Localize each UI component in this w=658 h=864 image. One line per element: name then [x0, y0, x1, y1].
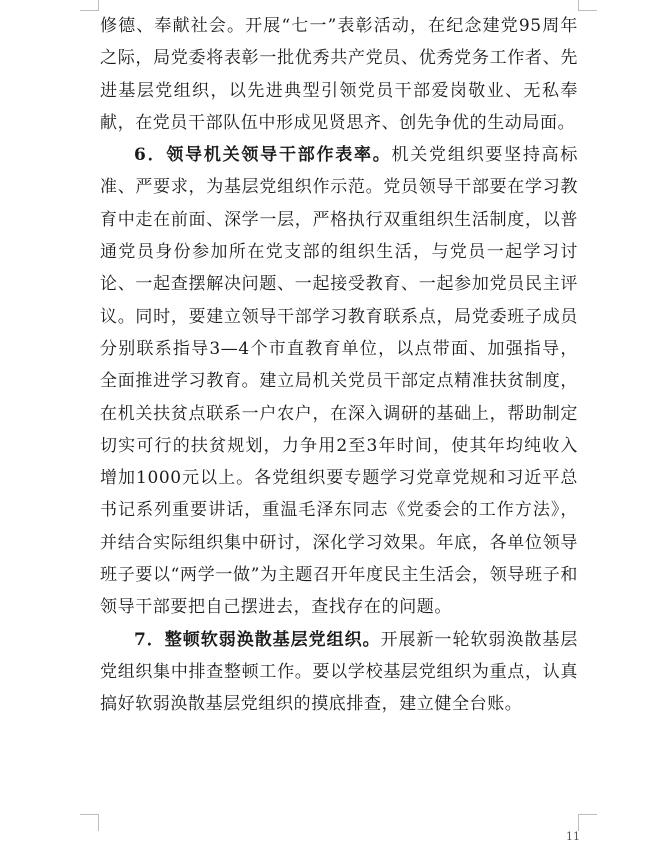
paragraph-text: 机关党组织要坚持高标准、严要求，为基层党组织作示范。党员领导干部要在学习教育中走在前面、深学一层，严格执行双重组织生活制度，以普通党员身份参加所在党支部的组织生活，与党员一起学习讨论、一起查摆解决问题、一起接受教育、一起参加党员民主评议。同时，要建立领导干部学习教育联系点，局党委班子成员分别联系指导3—4个市直教育单位，以点带面、加强指导，全面推进学习教育。建立局机关党员干部定点精准扶贫制度，在机关扶贫点联系一户农户，在深入调研的基础上，帮助制定切实可行的扶贫规划，力争用2至3年时间，使其年均纯收入增加1000元以上。各党组织要专题学习党章党规和习近平总书记系列重要讲话，重温毛泽东同志《党委会的工作方法》，并结合实际组织集中研讨，深化学习效果。年底，各单位领导班子要以“两学一做”为主题召开年度民主生活会，领导班子和领导干部要把自己摆进去，查找存在的问题。 [100, 145, 579, 618]
paragraph-item-7 [100, 624, 578, 721]
crop-mark-bottom-right [578, 814, 597, 831]
paragraph-item-6 [100, 139, 578, 623]
paragraph-continuation [100, 10, 578, 139]
paragraph-text: 修德、奉献社会。开展“七一”表彰活动，在纪念建党95周年之际，局党委将表彰一批优秀共产党员、优秀党务工作者、先进基层党组织，以先进典型引领党员干部爱岗敬业、无私奉献，在党员干部队伍中形成见贤思齐、创先争优的生动局面。 [100, 16, 578, 133]
crop-mark-top-right [578, 0, 597, 11]
crop-mark-bottom-left [80, 814, 99, 831]
page-number: 11 [566, 830, 580, 843]
paragraph-heading: 6．领导机关领导干部作表率。 [134, 145, 392, 166]
paragraph-text: 开展新一轮软弱涣散基层党组织集中排查整顿工作。要以学校基层党组织为重点，认真搞好软弱涣散基层党组织的摸底排查，建立健全台账。 [100, 629, 578, 715]
document-body [100, 10, 578, 721]
paragraph-heading: 7．整顿软弱涣散基层党组织。 [134, 629, 381, 650]
crop-mark-top-left [80, 0, 99, 11]
